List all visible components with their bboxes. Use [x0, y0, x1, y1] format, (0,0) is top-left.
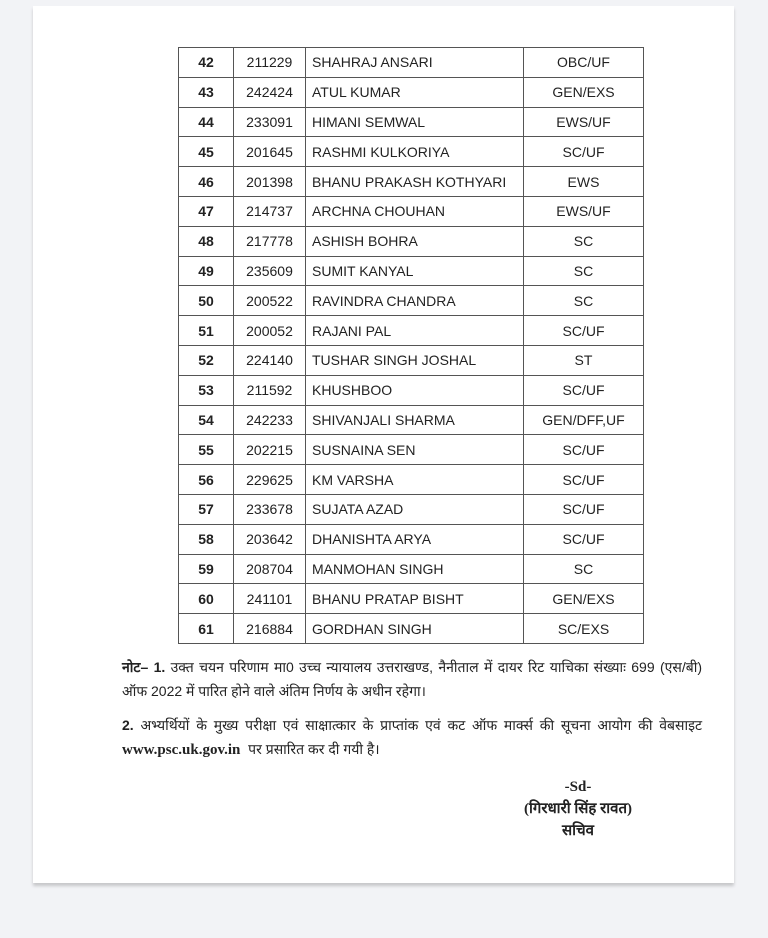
- note-1: [122, 655, 702, 703]
- roll-number-cell: 201645: [234, 137, 306, 167]
- results-table: [178, 47, 644, 644]
- roll-number-cell: 235609: [234, 256, 306, 286]
- roll-number-cell: 233678: [234, 494, 306, 524]
- category-cell: SC/UF: [524, 524, 644, 554]
- note-2-text-end: पर प्रसारित कर दी गयी है।: [248, 741, 380, 757]
- candidate-name-cell: RAVINDRA CHANDRA: [306, 286, 524, 316]
- note-2-number: 2.: [122, 717, 134, 733]
- category-cell: SC/UF: [524, 316, 644, 346]
- table-row: [179, 77, 644, 107]
- category-cell: SC: [524, 226, 644, 256]
- candidate-name-cell: ARCHNA CHOUHAN: [306, 196, 524, 226]
- serial-number-cell: 49: [179, 256, 234, 286]
- category-cell: EWS/UF: [524, 196, 644, 226]
- serial-number-cell: 51: [179, 316, 234, 346]
- table-row: [179, 524, 644, 554]
- signatory-name: (गिरधारी सिंह रावत): [524, 801, 632, 817]
- candidate-name-cell: KM VARSHA: [306, 465, 524, 495]
- table-row: [179, 137, 644, 167]
- roll-number-cell: 203642: [234, 524, 306, 554]
- roll-number-cell: 202215: [234, 435, 306, 465]
- roll-number-cell: 200052: [234, 316, 306, 346]
- serial-number-cell: 50: [179, 286, 234, 316]
- candidate-name-cell: BHANU PRATAP BISHT: [306, 584, 524, 614]
- roll-number-cell: 241101: [234, 584, 306, 614]
- candidate-name-cell: SUJATA AZAD: [306, 494, 524, 524]
- candidate-name-cell: GORDHAN SINGH: [306, 614, 524, 644]
- serial-number-cell: 45: [179, 137, 234, 167]
- serial-number-cell: 58: [179, 524, 234, 554]
- roll-number-cell: 211229: [234, 48, 306, 78]
- serial-number-cell: 44: [179, 107, 234, 137]
- serial-number-cell: 60: [179, 584, 234, 614]
- signature-block: [503, 776, 653, 842]
- serial-number-cell: 59: [179, 554, 234, 584]
- category-cell: GEN/DFF,UF: [524, 405, 644, 435]
- candidate-name-cell: BHANU PRAKASH KOTHYARI: [306, 167, 524, 197]
- note-label: नोट– 1.: [122, 659, 166, 675]
- table-row: [179, 107, 644, 137]
- table-row: [179, 316, 644, 346]
- roll-number-cell: 217778: [234, 226, 306, 256]
- serial-number-cell: 52: [179, 345, 234, 375]
- roll-number-cell: 201398: [234, 167, 306, 197]
- category-cell: OBC/UF: [524, 48, 644, 78]
- category-cell: SC/UF: [524, 375, 644, 405]
- serial-number-cell: 48: [179, 226, 234, 256]
- roll-number-cell: 216884: [234, 614, 306, 644]
- serial-number-cell: 56: [179, 465, 234, 495]
- candidate-name-cell: MANMOHAN SINGH: [306, 554, 524, 584]
- candidate-name-cell: KHUSHBOO: [306, 375, 524, 405]
- signatory-designation: सचिव: [562, 823, 594, 839]
- table-row: [179, 584, 644, 614]
- candidate-name-cell: RASHMI KULKORIYA: [306, 137, 524, 167]
- table-row: [179, 256, 644, 286]
- signature-sd: -Sd-: [564, 779, 592, 795]
- serial-number-cell: 55: [179, 435, 234, 465]
- category-cell: ST: [524, 345, 644, 375]
- candidate-name-cell: RAJANI PAL: [306, 316, 524, 346]
- roll-number-cell: 224140: [234, 345, 306, 375]
- serial-number-cell: 47: [179, 196, 234, 226]
- roll-number-cell: 233091: [234, 107, 306, 137]
- candidate-name-cell: SUMIT KANYAL: [306, 256, 524, 286]
- serial-number-cell: 46: [179, 167, 234, 197]
- serial-number-cell: 53: [179, 375, 234, 405]
- category-cell: EWS: [524, 167, 644, 197]
- category-cell: SC/UF: [524, 137, 644, 167]
- serial-number-cell: 61: [179, 614, 234, 644]
- candidate-name-cell: SHIVANJALI SHARMA: [306, 405, 524, 435]
- category-cell: SC/UF: [524, 494, 644, 524]
- candidate-name-cell: TUSHAR SINGH JOSHAL: [306, 345, 524, 375]
- category-cell: SC: [524, 286, 644, 316]
- serial-number-cell: 42: [179, 48, 234, 78]
- table-row: [179, 435, 644, 465]
- table-row: [179, 494, 644, 524]
- category-cell: GEN/EXS: [524, 584, 644, 614]
- note-1-text: उक्त चयन परिणाम मा0 उच्च न्यायालय उत्तराखण्ड, नैनीताल में दायर रिट याचिका संख्याः 699 (एस/बी) ऑफ 2022 में पारित होने वाले अंतिम निर्णय के अधीन रहेगा।: [122, 659, 702, 699]
- roll-number-cell: 208704: [234, 554, 306, 584]
- table-row: [179, 375, 644, 405]
- document-page: [33, 6, 734, 883]
- roll-number-cell: 229625: [234, 465, 306, 495]
- notes-section: [122, 655, 702, 772]
- roll-number-cell: 200522: [234, 286, 306, 316]
- table-row: [179, 167, 644, 197]
- category-cell: SC/EXS: [524, 614, 644, 644]
- category-cell: GEN/EXS: [524, 77, 644, 107]
- candidate-name-cell: SHAHRAJ ANSARI: [306, 48, 524, 78]
- website-link[interactable]: www.psc.uk.gov.in: [122, 742, 241, 758]
- table-row: [179, 465, 644, 495]
- roll-number-cell: 242233: [234, 405, 306, 435]
- table-row: [179, 554, 644, 584]
- candidate-name-cell: ATUL KUMAR: [306, 77, 524, 107]
- category-cell: SC: [524, 256, 644, 286]
- candidate-name-cell: HIMANI SEMWAL: [306, 107, 524, 137]
- table-row: [179, 196, 644, 226]
- table-row: [179, 226, 644, 256]
- table-row: [179, 405, 644, 435]
- category-cell: SC/UF: [524, 435, 644, 465]
- note-2-text: अभ्यर्थियों के मुख्य परीक्षा एवं साक्षात्कार के प्राप्तांक एवं कट ऑफ मार्क्स की सूचना आयोग की वेबसाइट: [140, 717, 703, 733]
- roll-number-cell: 214737: [234, 196, 306, 226]
- table-row: [179, 286, 644, 316]
- note-2: [122, 713, 702, 762]
- table-row: [179, 614, 644, 644]
- roll-number-cell: 211592: [234, 375, 306, 405]
- candidate-name-cell: ASHISH BOHRA: [306, 226, 524, 256]
- category-cell: SC/UF: [524, 465, 644, 495]
- category-cell: SC: [524, 554, 644, 584]
- category-cell: EWS/UF: [524, 107, 644, 137]
- table-row: [179, 345, 644, 375]
- candidate-name-cell: SUSNAINA SEN: [306, 435, 524, 465]
- table-row: [179, 48, 644, 78]
- candidate-name-cell: DHANISHTA ARYA: [306, 524, 524, 554]
- serial-number-cell: 57: [179, 494, 234, 524]
- serial-number-cell: 43: [179, 77, 234, 107]
- serial-number-cell: 54: [179, 405, 234, 435]
- roll-number-cell: 242424: [234, 77, 306, 107]
